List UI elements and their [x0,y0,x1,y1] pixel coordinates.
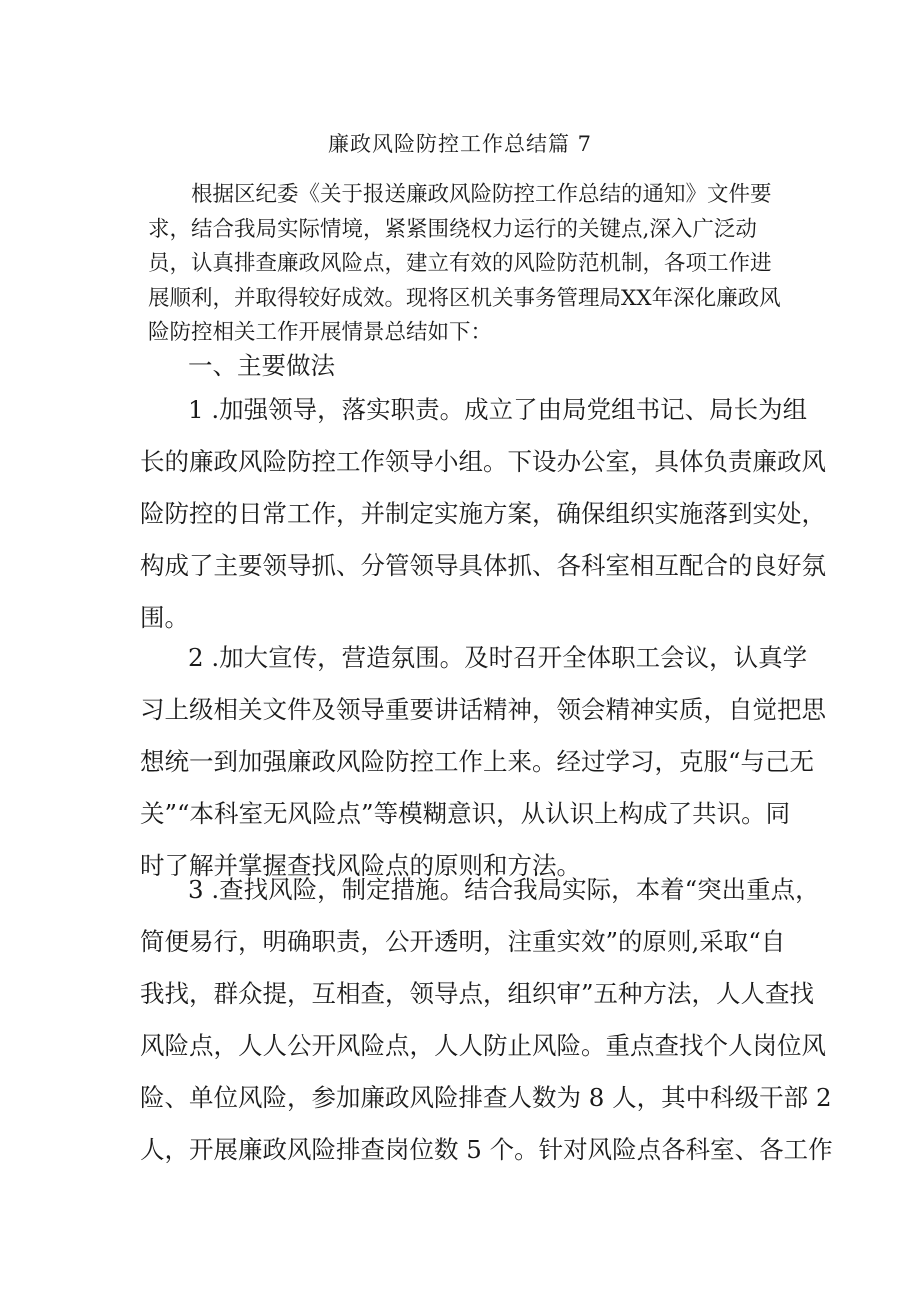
section-heading-text: 一、主要做法 [188,351,335,380]
paragraph-line: 险、单位风险，参加廉政风险排查人数为 8 人，其中科级干部 2 [140,1083,832,1112]
paragraph-line: 3 .查找风险，制定措施。结合我局实际，本着“突出重点， [188,875,820,904]
paragraph-line: 时了解并掌握查找风险点的原则和方法。 [140,851,581,880]
document-title: 廉政风险防控工作总结篇 7 [327,132,593,156]
paragraph-line: 构成了主要领导抓、分管领导具体抓、各科室相互配合的良好氛 [140,551,826,580]
paragraph-line: 人，开展廉政风险排查岗位数 5 个。针对风险点各科室、各工作 [140,1135,833,1164]
paragraph-line: 简便易行，明确职责，公开透明，注重实效”的原则,采取“自 [140,927,786,956]
paragraph-3 [140,864,833,1176]
paragraph-2 [140,632,826,892]
paragraph-line: 关”“本科室无风险点”等模糊意识，从认识上构成了共识。同 [140,799,791,828]
paragraph-1 [140,384,826,644]
paragraph-line: 2 .加大宣传，营造氛围。及时召开全体职工会议，认真学 [188,643,808,672]
intro-text: 根据区纪委《关于报送廉政风险防控工作总结的通知》文件要求，结合我局实际情境，紧紧围绕权力运行的关键点,深入广泛动员，认真排查廉政风险点，建立有效的风险防范机制，各项工作进展顺利，并取得较好成效。现将区机关事务管理局XX年深化廉政风险防控相关工作开展情景总结如下： [148,182,781,345]
paragraph-line: 长的廉政风险防控工作领导小组。下设办公室，具体负责廉政风 [140,447,826,476]
paragraph-line: 风险点，人人公开风险点，人人防止风险。重点查找个人岗位风 [140,1031,826,1060]
paragraph-line: 1 .加强领导，落实职责。成立了由局党组书记、局长为组 [188,395,808,424]
paragraph-line: 习上级相关文件及领导重要讲话精神，领会精神实质，自觉把思 [140,695,826,724]
paragraph-line: 想统一到加强廉政风险防控工作上来。经过学习，克服“与己无 [140,747,815,776]
paragraph-line: 我找，群众提，互相查，领导点，组织审”五种方法，人人查找 [140,979,815,1008]
paragraph-line: 围。 [140,603,189,632]
paragraph-line: 险防控的日常工作，并制定实施方案，确保组织实施落到实处， [140,499,826,528]
intro-paragraph [148,178,788,351]
